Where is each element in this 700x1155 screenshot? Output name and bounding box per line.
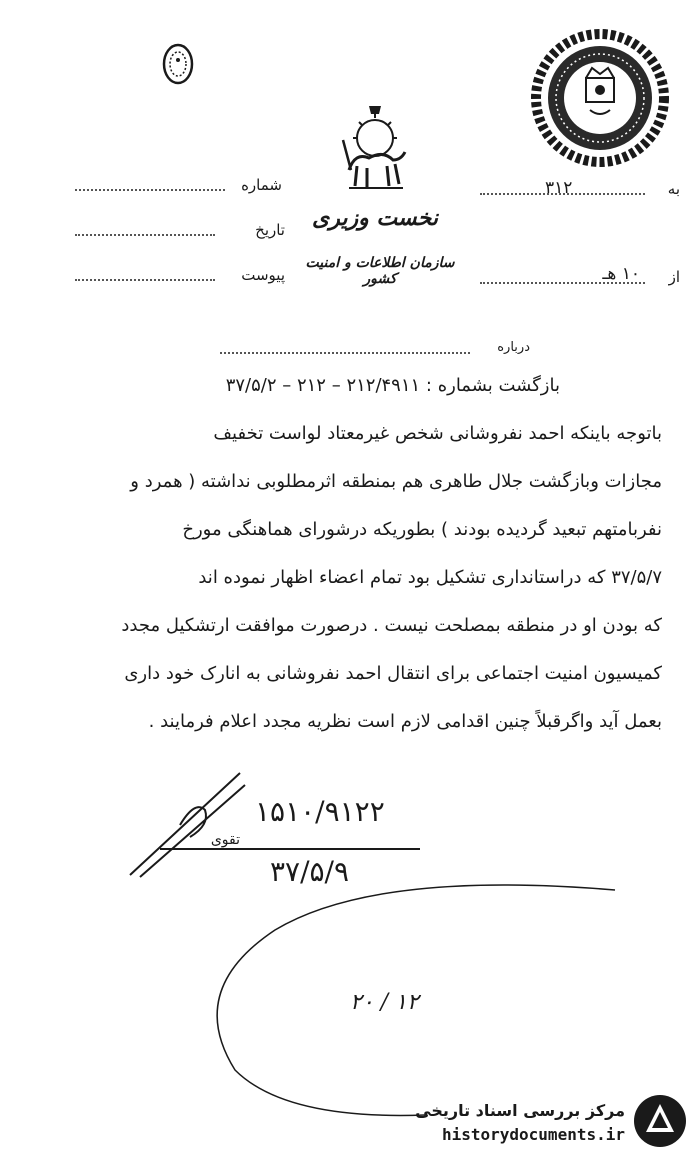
date-field: [75, 234, 215, 236]
subject-field: [220, 352, 470, 354]
attachment-label: پیوست: [241, 266, 285, 284]
letterhead-org-name: سازمان اطلاعات و امنیت کشور: [305, 255, 455, 287]
small-round-stamp: [160, 42, 196, 86]
signature-underline: [160, 848, 420, 850]
body-line-6: کمیسیون امنیت اجتماعی برای انتقال احمد نفروشانی به انارک خود داری: [124, 663, 662, 684]
subject-label: درباره: [497, 340, 530, 355]
reference-line: بازگشت بشماره : ۲۱۲/۴۹۱۱ – ۲۱۲ – ۳۷/۵/۲: [225, 375, 560, 396]
watermark-logo-icon: [630, 1092, 690, 1150]
lion-and-sun-emblem: [335, 100, 415, 200]
from-value: ۱۰ هـ: [602, 264, 640, 284]
to-value: ۳۱۲: [545, 178, 573, 198]
signature-number: ۱۵۱۰/۹۱۲۲: [255, 795, 385, 828]
attachment-field: [75, 279, 215, 281]
body-line-4: ۳۷/۵/۷ که دراستانداری تشکیل بود تمام اعضاء اظهار نموده اند: [198, 567, 662, 588]
number-label: شماره: [241, 176, 282, 194]
margin-note: ۲۰ / ۱۲: [350, 990, 419, 1015]
body-line-1: باتوجه باینکه احمد نفروشانی شخص غیرمعتاد لواست تخفیف: [213, 423, 662, 444]
to-label: به: [667, 180, 680, 198]
from-label: از: [668, 268, 680, 286]
date-label: تاریخ: [255, 221, 285, 239]
body-line-5: که بودن او در منطقه بمصلحت نیست . درصورت موافقت ارتشکیل مجدد: [121, 615, 662, 636]
number-field: [75, 189, 225, 191]
letterhead-title: نخست وزیری: [312, 205, 438, 231]
signature-date: ۳۷/۵/۹: [270, 855, 350, 888]
body-line-7: بعمل آید واگرقبلاً چنین اقدامی لازم است نظریه مجدد اعلام فرمایند .: [148, 711, 662, 732]
ministry-seal: [530, 28, 670, 168]
watermark-text-line1: مرکز بررسی اسناد تاریخی: [415, 1101, 625, 1120]
body-line-3: نفربامتهم تبعید گردیده بودند ) بطوریکه درشورای هماهنگی مورخ: [182, 519, 662, 540]
watermark-text-line2: historydocuments.ir: [441, 1125, 625, 1144]
signature-scribble: [120, 765, 270, 885]
signature-name: تقوی: [210, 832, 240, 848]
body-line-2: مجازات وبازگشت جلال طاهری هم بمنطقه اثرمطلوبی نداشته ( همرد و: [130, 471, 662, 492]
